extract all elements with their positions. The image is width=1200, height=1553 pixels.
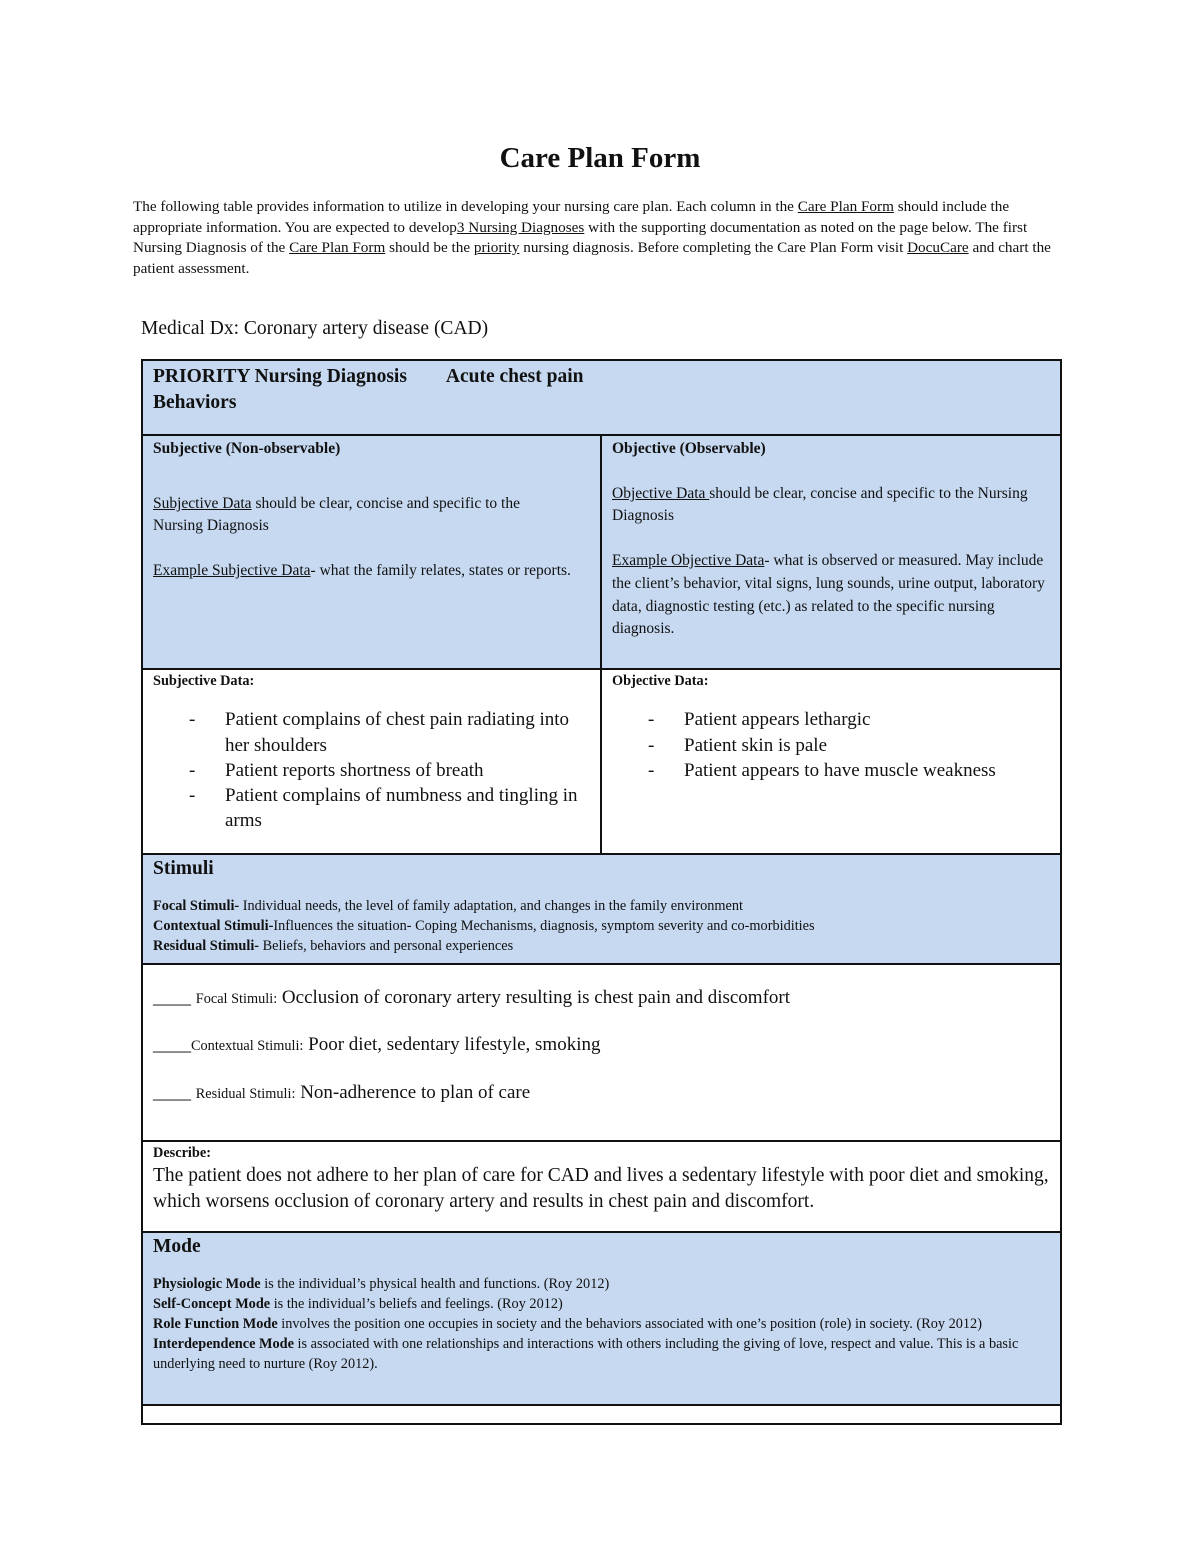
role-function-mode [153, 1314, 1050, 1334]
nursing-diagnoses-link[interactable]: 3 Nursing Diagnoses [456, 218, 585, 236]
subjective-guide [153, 493, 590, 538]
guide-row [142, 435, 1061, 669]
example-objective-link: Example Objective Data [612, 552, 765, 570]
describe-text: The patient does not adhere to her plan of care for CAD and lives a sedentary lifestyle with poor diet and smoking, which worsens occlusion of coronary artery and results in chest pain and discomfort. [153, 1165, 1049, 1212]
objective-data-label: Objective Data: [612, 673, 709, 689]
objective-example-text: - what is observed or measured. May include the client’s behavior, vital signs, lung sounds, urine output, laboratory data, diagnostic testing (etc.) as related to the specific nursing diagnosis. [612, 552, 1045, 638]
interdependence-text: is associated with one relationships and interactions with others including the giving of love, respect and value. This is a basic underlying need to nurture (Roy 2012). [153, 1336, 1019, 1373]
intro-paragraph [133, 197, 1073, 279]
stimuli-heading: Stimuli [153, 858, 214, 879]
list-item: - Patient appears to have muscle weakness [648, 758, 1050, 783]
residual-stimuli-guide [153, 936, 1050, 956]
stimuli-guide-cell [142, 854, 1061, 964]
priority-cell [142, 360, 1061, 435]
objective-guide [612, 483, 1050, 528]
residual-stimuli-label: Residual Stimuli- [153, 937, 260, 954]
focal-stimuli-entry [153, 985, 1050, 1012]
describe-cell [142, 1141, 1061, 1232]
list-item: - Patient complains of numbness and tingling in arms [189, 783, 590, 834]
list-item: - Patient complains of chest pain radiating into her shoulders [189, 707, 590, 758]
describe-label: Describe: [153, 1145, 211, 1161]
priority-value: Acute chest pain [445, 366, 584, 387]
subjective-example-text: - what the family relates, states or reports. [310, 562, 571, 580]
objective-list [612, 707, 1050, 783]
focal-entry-text: Occlusion of coronary artery resulting is chest pain and discomfort [277, 987, 791, 1008]
data-row [142, 669, 1061, 854]
objective-heading: Objective (Observable) [612, 440, 766, 457]
intro-text: nursing diagnosis. Before completing the Care Plan Form visit [519, 239, 908, 256]
describe-row [142, 1141, 1061, 1232]
objective-example [612, 550, 1050, 641]
mode-cell [142, 1232, 1061, 1405]
self-concept-label: Self-Concept Mode [153, 1295, 271, 1312]
role-function-text: involves the position one occupies in society and the behaviors associated with one’s position (role) in society. (Roy 2012) [277, 1315, 982, 1332]
subjective-list [153, 707, 590, 833]
contextual-entry-text: Poor diet, sedentary lifestyle, smoking [303, 1034, 601, 1056]
contextual-stimuli-text: Influences the situation- Coping Mechanisms, diagnosis, symptom severity and co-morbidities [273, 917, 815, 934]
physiologic-text: is the individual’s physical health and functions. (Roy 2012) [260, 1275, 610, 1292]
priority-row [142, 360, 1061, 435]
priority-link[interactable]: priority [473, 239, 520, 256]
empty-row [142, 1405, 1061, 1424]
interdependence-mode [153, 1334, 1050, 1374]
mode-row [142, 1232, 1061, 1405]
contextual-blank: ____ [153, 1034, 191, 1056]
subjective-guide-text-2: Nursing Diagnosis [153, 517, 269, 535]
stimuli-entry-cell [142, 964, 1061, 1141]
docucare-link[interactable]: DocuCare [907, 239, 969, 256]
subjective-data-cell [142, 669, 601, 854]
focal-entry-label: Focal Stimuli: [195, 991, 278, 1007]
focal-stimuli-text: Individual needs, the level of family adaptation, and changes in the family environment [239, 897, 743, 914]
subjective-heading: Subjective (Non-observable) [153, 440, 341, 457]
mode-heading: Mode [153, 1236, 201, 1257]
objective-guide-text: should be clear, concise and specific to the Nursing Diagnosis [612, 484, 1028, 525]
contextual-stimuli-guide [153, 916, 1050, 936]
objective-data-cell [601, 669, 1061, 854]
residual-stimuli-entry [153, 1080, 1050, 1107]
stimuli-entry-row [142, 964, 1061, 1141]
care-plan-table [141, 359, 1062, 1425]
intro-text: with the supporting documentation as noted on the page below. The first Nursing Diagnosis of the [133, 218, 1028, 256]
self-concept-mode [153, 1294, 1050, 1314]
care-plan-form-link[interactable]: Care Plan Form [797, 198, 894, 215]
role-function-label: Role Function Mode [153, 1315, 278, 1332]
stimuli-guide-row [142, 854, 1061, 964]
subjective-example [153, 560, 590, 583]
physiologic-mode [153, 1274, 1050, 1294]
residual-entry-text: Non-adherence to plan of care [295, 1081, 531, 1103]
priority-label: PRIORITY Nursing Diagnosis [153, 366, 407, 387]
focal-blank: ____ [153, 987, 196, 1008]
intro-text: should be the [385, 239, 474, 256]
self-concept-text: is the individual’s beliefs and feelings. (Roy 2012) [270, 1295, 563, 1312]
residual-stimuli-text: Beliefs, behaviors and personal experiences [259, 937, 514, 954]
list-item: - Patient appears lethargic [648, 707, 1050, 732]
contextual-entry-label: Contextual Stimuli: [191, 1038, 304, 1055]
intro-text: The following table provides information to utilize in developing your nursing care plan. Each column in the [133, 198, 798, 215]
example-subjective-link: Example Subjective Data [153, 562, 311, 580]
contextual-stimuli-label: Contextual Stimuli- [153, 917, 274, 934]
priority-line [153, 364, 1050, 390]
list-item: - Patient reports shortness of breath [189, 758, 590, 783]
page-title: Care Plan Form [499, 142, 701, 174]
residual-entry-label: Residual Stimuli: [195, 1085, 296, 1102]
contextual-stimuli-entry [153, 1032, 1050, 1059]
subjective-data-link: Subjective Data [153, 494, 252, 512]
residual-blank: ____ [153, 1081, 196, 1103]
subjective-guide-cell [142, 435, 601, 669]
list-item: - Patient skin is pale [648, 733, 1050, 758]
focal-stimuli-guide [153, 896, 1050, 916]
physiologic-label: Physiologic Mode [153, 1275, 261, 1292]
behaviors-label: Behaviors [153, 391, 237, 413]
intro-text: and chart the patient assessment. [133, 239, 1051, 277]
objective-guide-cell [601, 435, 1061, 669]
focal-stimuli-label: Focal Stimuli- [153, 897, 240, 914]
care-plan-form-link[interactable]: Care Plan Form [289, 239, 386, 256]
empty-cell [142, 1405, 1061, 1424]
intro-text: should include the appropriate information. You are expected to develop [133, 198, 1010, 236]
medical-dx: Medical Dx: Coronary artery disease (CAD) [141, 318, 489, 339]
objective-data-link: Objective Data [612, 484, 710, 502]
subjective-guide-text: should be clear, concise and specific to the [251, 494, 520, 512]
subjective-data-label: Subjective Data: [153, 673, 255, 689]
interdependence-label: Interdependence Mode [153, 1336, 294, 1353]
